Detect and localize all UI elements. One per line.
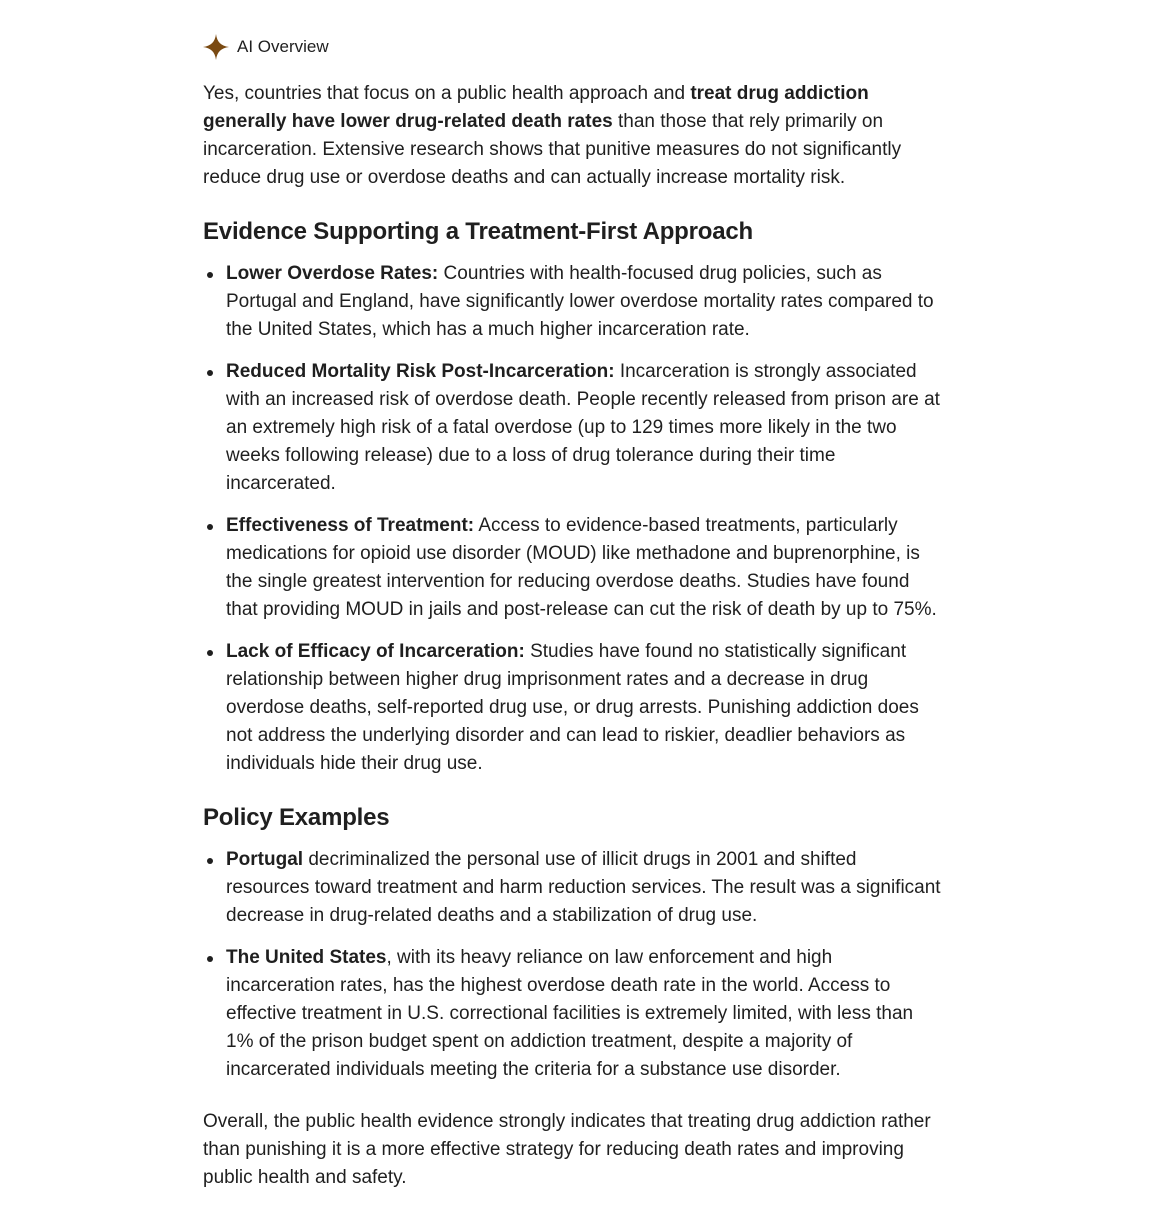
list-item — [203, 846, 943, 930]
list-item-text: Access to evidence-based treatments, particularly medications for opioid use disorder (MOUD) like methadone and buprenorphine, is the single greatest intervention for reducing overdose deaths. Studies have found that providing MOUD in jails and post-release can cut the risk of death by up to 75%. — [226, 515, 937, 620]
list-item-title: Portugal — [226, 849, 304, 870]
list-item-title: Lower Overdose Rates: — [226, 263, 439, 284]
policy-list — [203, 846, 943, 1084]
list-item — [203, 638, 943, 778]
list-item-text: Incarceration is strongly associated with an increased risk of overdose death. People recently released from prison are at an extremely high risk of a fatal overdose (up to 129 times more likely in the two weeks following release) due to a loss of drug tolerance during their time incarcerated. — [226, 361, 940, 494]
list-item — [203, 512, 943, 624]
ai-overview-label: AI Overview — [237, 37, 329, 56]
intro-bold-text: treat drug addiction generally have lower drug-related death rates — [203, 83, 869, 132]
intro-text-end: than those that rely primarily on incarceration. Extensive research shows that punitive measures do not significantly reduce drug use or overdose deaths and can actually increase mortality risk. — [203, 111, 902, 188]
list-item — [203, 358, 943, 498]
list-item — [203, 944, 943, 1084]
list-item-title: Reduced Mortality Risk Post-Incarceration: — [226, 361, 615, 382]
list-item-text: , with its heavy reliance on law enforcement and high incarceration rates, has the highest overdose death rate in the world. Access to effective treatment in U.S. correctional facilities is extremely limited, with less than 1% of the prison budget spent on addiction treatment, despite a majority of incarcerated individuals meeting the criteria for a substance use disorder. — [226, 947, 914, 1080]
intro-text-start: Yes, countries that focus on a public health approach and — [203, 83, 691, 104]
ai-overview-header — [202, 28, 943, 66]
sparkle-icon — [202, 33, 230, 61]
list-item-title: Lack of Efficacy of Incarceration: — [226, 641, 525, 662]
ai-overview-panel — [203, 28, 943, 1211]
section-heading-policy: Policy Examples — [203, 804, 390, 831]
list-item — [203, 260, 943, 344]
intro-paragraph — [203, 80, 943, 192]
list-item-title: Effectiveness of Treatment: — [226, 515, 475, 536]
list-item-text: Countries with health-focused drug policies, such as Portugal and England, have significantly lower overdose mortality rates compared to the United States, which has a much higher incarceration rate. — [226, 263, 934, 340]
evidence-list — [203, 260, 943, 778]
list-item-title: The United States — [226, 947, 387, 968]
conclusion-paragraph: Overall, the public health evidence strongly indicates that treating drug addiction rather than punishing it is a more effective strategy for reducing death rates and improving public health and safety. — [203, 1111, 931, 1188]
list-item-text: Studies have found no statistically significant relationship between higher drug imprisonment rates and a decrease in drug overdose deaths, self-reported drug use, or drug arrests. Punishing addiction does not address the underlying disorder and can lead to riskier, deadlier behaviors as individuals hide their drug use. — [226, 641, 919, 774]
list-item-text: decriminalized the personal use of illicit drugs in 2001 and shifted resources toward treatment and harm reduction services. The result was a significant decrease in drug-related deaths and a stabilization of drug use. — [226, 849, 941, 926]
section-heading-evidence: Evidence Supporting a Treatment-First Approach — [203, 218, 753, 245]
